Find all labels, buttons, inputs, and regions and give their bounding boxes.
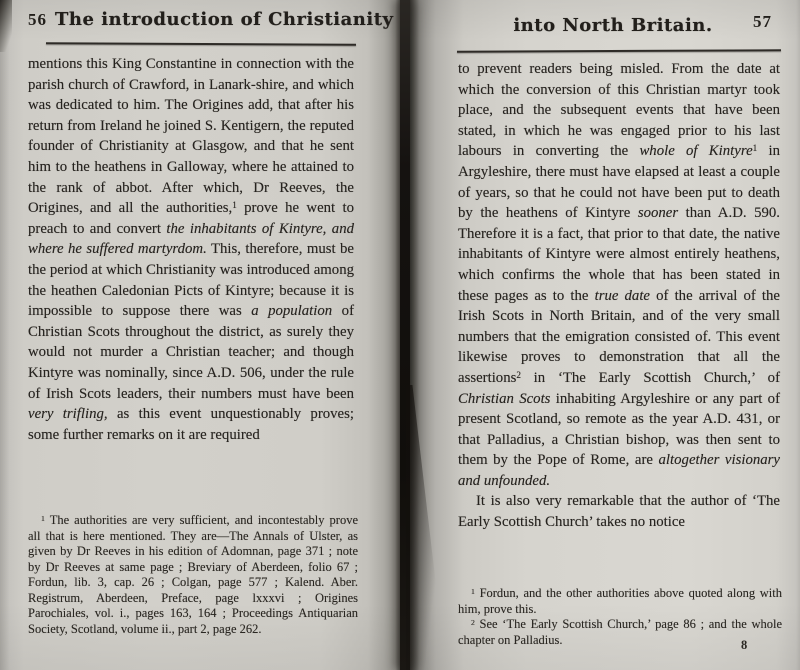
left-page-number: 56 [28,10,47,29]
text-segment: Fordun, and the other authorities above quoted along with him, prove this. [458,586,782,616]
text-segment: The authorities are very sufficient, and incontestably prove all that is here mentioned. They are—The Annals of Ulster, as given by Dr Reeves in his edition of Adomnan, page 371 ; note by Dr Reeves at same page ; Breviary of Aberdeen, folio 67 ; Fordun, lib. 3, cap. 26 ; Colgan, page 577 ; Kalend. Aber. Registrum, Aberdeen, Preface, page lxxxvi ; Origines Parochiales, vol. i., pages 163, 164 ; Proceedings Antiquarian Society, Scotland, volume ii., part 2, page 262. [28,513,358,636]
text-segment: to prevent readers being misled. From the date at which the conversion of this Christian martyr took place, and the subsequent events that have been stated, in which he was engaged prior to his last labours in converting the [458,61,780,160]
paragraph [28,54,354,445]
right-footnotes [458,586,782,648]
text-segment: in Argyleshire, there must have elapsed at least a couple of years, so that he could not have been put to death by the heathens of Kintyre [458,143,780,222]
paragraph [28,513,358,637]
text-segment: of Christian Scots throughout the district, as surely they would not murder a Christian teacher; and though Kintyre was nominally, since A.D. 506, under the rule of Irish Scots leaders, their numbers must have been [28,303,354,402]
text-segment: sooner [637,205,679,222]
text-segment: This, therefore, must be the period at which Christianity was introduced among the heathen Caledonian Picts of Kintyre; because it is impossible to suppose there was [28,241,354,320]
text-segment: true date [594,287,651,304]
left-running-title: The introduction of Christianity [55,9,394,30]
text-segment: as this event unquestionably proves; some further remarks on it are required [28,406,354,443]
text-segment: inhabiting Argyleshire or any part of present Scotland, so remote as the year A.D. 431, or that Palladius, a Christian bishop, was then sent to them by the Pope of Rome, are [458,390,780,469]
footnote-marker: 2 [516,369,521,380]
paragraph [458,617,782,648]
left-body-text [28,54,354,445]
text-segment: prove he went to preach to and convert [28,200,354,237]
text-segment: See ‘The Early Scottish Church,’ page 86 ; and the whole chapter on Palladius. [458,617,782,647]
right-page [400,0,800,670]
paragraph [458,59,780,491]
left-header-rule [46,42,356,46]
right-page-number: 57 [753,12,772,31]
right-header-rule [457,49,781,52]
text-segment: whole of Kintyre [639,143,753,160]
text-segment: a population [251,303,333,320]
text-segment: mentions this King Constantine in connection with the parish church of Crawford, in Lanark-shire, and which was dedicated to him. The Origines add, that after his return from Ireland he joined S. Kentigern, the reputed founder of Christianity at Glasgow, and that he sent him to the heathens in Galloway, where he attained to the rank of abbot. After which, Dr Reeves, the Origines, and all the authorities, [28,56,354,217]
footnote-marker: 2 [471,617,475,627]
right-running-title: into North Britain. [513,15,713,36]
left-footnotes [28,513,358,637]
text-segment: altogether visionary and unfounded. [458,452,780,489]
text-segment: of the arrival of the Irish Scots in North Britain, and of the very small numbers that the emigration consisted of. This event likewise proves to demonstration that all the assertions [458,287,780,386]
footnote-marker: 1 [752,143,758,154]
footnote-marker: 1 [41,513,45,523]
text-segment: Christian Scots [458,390,551,407]
paragraph [458,491,780,532]
text-segment: in ‘The Early Scottish Church,’ of [520,369,780,386]
text-segment: very trifling, [28,406,108,423]
right-body-text [458,59,780,533]
text-segment: It is also very remarkable that the author of ‘The Early Scottish Church’ takes no notice [458,493,780,531]
footnote-marker: 1 [232,200,237,211]
paragraph [458,586,782,617]
text-segment: the inhabitants of Kintyre, and where he suffered martyrdom. [28,220,354,258]
footnote-marker: 1 [471,586,475,596]
printer-signature-mark: 8 [741,638,748,652]
text-segment: than A.D. 590. Therefore it is a fact, that prior to that date, the native inhabitants of Kintyre were almost entirely heathens, which confirms the whole that has been stated in these pages as to the [458,205,780,304]
